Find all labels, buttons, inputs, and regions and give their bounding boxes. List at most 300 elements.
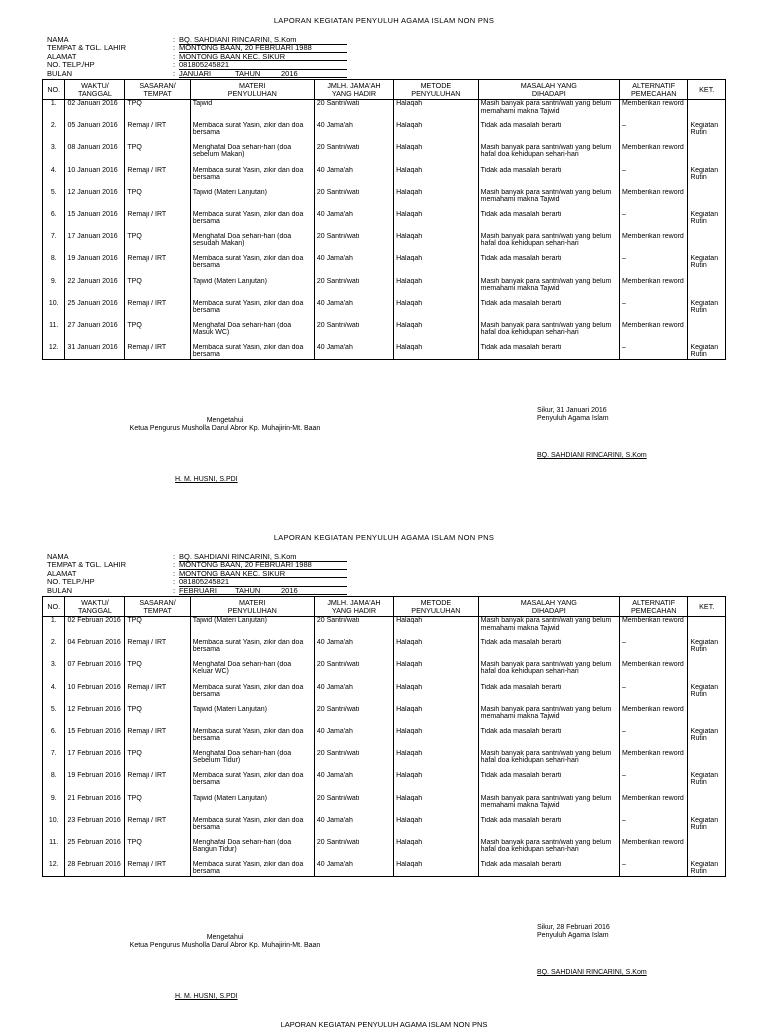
cell-alternatif: Memberikan reword <box>619 278 688 300</box>
bulan-year: 2016 <box>281 585 298 595</box>
cell-jumlah: 40 Jama'ah <box>314 861 393 877</box>
cell-masalah: Masih banyak para santri/wati yang belum hafal doa kehidupan sehari-hari <box>478 322 619 344</box>
cell-tanggal: 31 Januari 2016 <box>65 344 125 360</box>
reporter-block <box>537 407 609 424</box>
cell-ket <box>688 706 726 728</box>
cell-tanggal: 10 Januari 2016 <box>65 167 125 189</box>
table-row <box>43 278 726 300</box>
reporter-block <box>537 924 610 941</box>
column-header: WAKTU/ TANGGAL <box>65 597 125 617</box>
cell-tanggal: 15 Januari 2016 <box>65 211 125 233</box>
column-header: WAKTU/ TANGGAL <box>65 80 125 100</box>
next-report-title: LAPORAN KEGIATAN PENYULUH AGAMA ISLAM NON PNS <box>280 1020 488 1029</box>
cell-tanggal: 19 Januari 2016 <box>65 255 125 278</box>
table-row <box>43 233 726 255</box>
cell-ket <box>688 795 726 817</box>
identity-label: TEMPAT & TGL. LAHIR <box>47 43 127 53</box>
cell-materi: Membaca surat Yasin, zikir dan doa bersama <box>190 861 314 877</box>
cell-tanggal: 23 Februari 2016 <box>65 817 125 839</box>
cell-no: 4. <box>43 684 65 706</box>
cell-masalah: Masih banyak para santri/wati yang belum hafal doa kehidupan sehari-hari <box>478 750 619 772</box>
cell-materi: Tajwid (Materi Lanjutan) <box>190 795 314 817</box>
table-row <box>43 344 726 360</box>
cell-masalah: Tidak ada masalah berarti <box>478 167 619 189</box>
colon: : <box>173 35 176 44</box>
cell-metode: Halaqah <box>394 211 479 233</box>
cell-alternatif: – <box>619 167 688 189</box>
column-header: JMLH. JAMA'AH YANG HADIR <box>314 80 393 100</box>
cell-metode: Halaqah <box>394 684 479 706</box>
cell-sasaran: TPQ <box>125 839 190 861</box>
cell-no: 11. <box>43 839 65 861</box>
identity-value: BQ. SAHDIANI RINCARINI, S.Kom <box>179 553 347 562</box>
cell-alternatif: – <box>619 772 688 795</box>
cell-metode: Halaqah <box>394 750 479 772</box>
column-header: METODE PENYULUHAN <box>394 80 479 100</box>
column-header: NO. <box>43 597 65 617</box>
cell-materi: Membaca surat Yasin, zikir dan doa bersama <box>190 728 314 750</box>
cell-tanggal: 28 Februari 2016 <box>65 861 125 877</box>
cell-materi: Tajwid (Materi Lanjutan) <box>190 278 314 300</box>
cell-ket <box>688 189 726 211</box>
column-header: ALTERNATIF PEMECAHAN <box>619 597 688 617</box>
cell-sasaran: Remaji / IRT <box>125 684 190 706</box>
cell-materi: Menghafal Doa sehari-hari (doa sebelum Makan) <box>190 144 314 167</box>
bulan-value <box>179 70 347 79</box>
cell-sasaran: Remaji / IRT <box>125 300 190 322</box>
reporter-name: BQ. SAHDIANI RINCARINI, S.Kom <box>537 452 647 459</box>
cell-masalah: Masih banyak para santri/wati yang belum memahami makna Tajwid <box>478 100 619 122</box>
cell-ket <box>688 750 726 772</box>
cell-ket <box>688 233 726 255</box>
cell-no: 8. <box>43 255 65 278</box>
cell-masalah: Masih banyak para santri/wati yang belum hafal doa kehidupan sehari-hari <box>478 233 619 255</box>
cell-materi: Membaca surat Yasin, zikir dan doa bersama <box>190 211 314 233</box>
cell-sasaran: Remaji / IRT <box>125 772 190 795</box>
table-row <box>43 300 726 322</box>
cell-alternatif: Memberikan reword <box>619 617 688 639</box>
cell-masalah: Tidak ada masalah berarti <box>478 684 619 706</box>
table-row <box>43 861 726 877</box>
cell-ket: Kegiatan Rutin <box>688 300 726 322</box>
cell-no: 1. <box>43 617 65 639</box>
cell-no: 10. <box>43 817 65 839</box>
approval-block <box>100 934 350 951</box>
cell-ket: Kegiatan Rutin <box>688 344 726 360</box>
cell-sasaran: TPQ <box>125 100 190 122</box>
cell-ket <box>688 839 726 861</box>
cell-tanggal: 12 Januari 2016 <box>65 189 125 211</box>
cell-materi: Membaca surat Yasin, zikir dan doa bersama <box>190 300 314 322</box>
table-row <box>43 661 726 684</box>
cell-masalah: Masih banyak para santri/wati yang belum hafal doa kehidupan sehari-hari <box>478 839 619 861</box>
table-row <box>43 750 726 772</box>
cell-jumlah: 40 Jama'ah <box>314 122 393 144</box>
cell-materi: Membaca surat Yasin, zikir dan doa bersama <box>190 167 314 189</box>
cell-metode: Halaqah <box>394 639 479 661</box>
cell-alternatif: – <box>619 861 688 877</box>
column-header: MASALAH YANG DIHADAPI <box>478 597 619 617</box>
cell-materi: Menghafal Doa sehari-hari (doa Keluar WC) <box>190 661 314 684</box>
cell-sasaran: TPQ <box>125 617 190 639</box>
cell-jumlah: 20 Santri/wati <box>314 100 393 122</box>
approval-block <box>100 417 350 434</box>
cell-materi: Membaca surat Yasin, zikir dan doa bersama <box>190 817 314 839</box>
cell-jumlah: 40 Jama'ah <box>314 728 393 750</box>
cell-alternatif: Memberikan reword <box>619 189 688 211</box>
bulan-tahun-label: TAHUN <box>235 68 261 78</box>
cell-jumlah: 40 Jama'ah <box>314 255 393 278</box>
cell-masalah: Masih banyak para santri/wati yang belum memahami makna Tajwid <box>478 278 619 300</box>
identity-value: MONTONG BAAN, 20 FEBRUARI 1988 <box>179 44 347 53</box>
cell-masalah: Masih banyak para santri/wati yang belum memahami makna Tajwid <box>478 795 619 817</box>
column-header: KET. <box>688 597 726 617</box>
cell-ket: Kegiatan Rutin <box>688 167 726 189</box>
column-header: METODE PENYULUHAN <box>394 597 479 617</box>
colon: : <box>173 552 176 561</box>
cell-no: 5. <box>43 189 65 211</box>
cell-ket <box>688 322 726 344</box>
cell-sasaran: TPQ <box>125 795 190 817</box>
cell-materi: Tajwid <box>190 100 314 122</box>
cell-tanggal: 17 Januari 2016 <box>65 233 125 255</box>
identity-label: ALAMAT <box>47 568 77 578</box>
cell-tanggal: 15 Februari 2016 <box>65 728 125 750</box>
approval-line1: Mengetahui <box>206 417 244 424</box>
cell-jumlah: 20 Santri/wati <box>314 795 393 817</box>
cell-masalah: Masih banyak para santri/wati yang belum hafal doa kehidupan sehari-hari <box>478 144 619 167</box>
cell-ket <box>688 100 726 122</box>
cell-materi: Menghafal Doa sehari-hari (doa Bangun Tidur) <box>190 839 314 861</box>
table-row <box>43 706 726 728</box>
cell-masalah: Tidak ada masalah berarti <box>478 639 619 661</box>
cell-sasaran: Remaji / IRT <box>125 122 190 144</box>
bulan-tahun-label: TAHUN <box>235 585 261 595</box>
cell-sasaran: Remaji / IRT <box>125 211 190 233</box>
cell-jumlah: 40 Jama'ah <box>314 167 393 189</box>
cell-metode: Halaqah <box>394 233 479 255</box>
cell-no: 9. <box>43 278 65 300</box>
cell-ket <box>688 278 726 300</box>
cell-jumlah: 20 Santri/wati <box>314 750 393 772</box>
cell-alternatif: – <box>619 211 688 233</box>
cell-jumlah: 40 Jama'ah <box>314 344 393 360</box>
cell-jumlah: 40 Jama'ah <box>314 639 393 661</box>
cell-sasaran: TPQ <box>125 233 190 255</box>
table-header-row <box>43 597 726 617</box>
cell-masalah: Masih banyak para santri/wati yang belum memahami makna Tajwid <box>478 617 619 639</box>
cell-no: 6. <box>43 211 65 233</box>
table-row <box>43 728 726 750</box>
cell-materi: Membaca surat Yasin, zikir dan doa bersama <box>190 772 314 795</box>
cell-ket: Kegiatan Rutin <box>688 728 726 750</box>
activity-table <box>42 79 726 360</box>
colon: : <box>173 577 176 587</box>
cell-jumlah: 40 Jama'ah <box>314 300 393 322</box>
cell-no: 12. <box>43 344 65 360</box>
cell-tanggal: 08 Januari 2016 <box>65 144 125 167</box>
table-row <box>43 189 726 211</box>
cell-materi: Membaca surat Yasin, zikir dan doa bersama <box>190 639 314 661</box>
reporter-name: BQ. SAHDIANI RINCARINI, S.Kom <box>537 969 647 976</box>
cell-materi: Menghafal Doa sehari-hari (doa sesudah Makan) <box>190 233 314 255</box>
cell-materi: Tajwid (Materi Lanjutan) <box>190 617 314 639</box>
cell-tanggal: 22 Januari 2016 <box>65 278 125 300</box>
bulan-value <box>179 587 347 596</box>
cell-tanggal: 04 Februari 2016 <box>65 639 125 661</box>
table-row <box>43 772 726 795</box>
identity-value: MONTONG BAAN, 20 FEBRUARI 1988 <box>179 561 347 570</box>
cell-masalah: Masih banyak para santri/wati yang belum hafal doa kehidupan sehari-hari <box>478 661 619 684</box>
cell-ket: Kegiatan Rutin <box>688 211 726 233</box>
cell-alternatif: – <box>619 344 688 360</box>
table-row <box>43 100 726 122</box>
cell-sasaran: Remaji / IRT <box>125 817 190 839</box>
cell-alternatif: – <box>619 122 688 144</box>
cell-metode: Halaqah <box>394 189 479 211</box>
cell-alternatif: – <box>619 300 688 322</box>
cell-tanggal: 25 Januari 2016 <box>65 300 125 322</box>
identity-value: MONTONG BAAN KEC. SIKUR <box>179 570 347 579</box>
table-row <box>43 167 726 189</box>
cell-tanggal: 02 Januari 2016 <box>65 100 125 122</box>
activity-table <box>42 596 726 877</box>
identity-label: NO. TELP./HP <box>47 577 95 587</box>
cell-tanggal: 02 Februari 2016 <box>65 617 125 639</box>
identity-value: MONTONG BAAN KEC. SIKUR <box>179 53 347 62</box>
identity-value: 081805245821 <box>179 578 347 587</box>
cell-alternatif: Memberikan reword <box>619 839 688 861</box>
cell-ket: Kegiatan Rutin <box>688 684 726 706</box>
cell-masalah: Tidak ada masalah berarti <box>478 861 619 877</box>
cell-masalah: Tidak ada masalah berarti <box>478 300 619 322</box>
column-header: JMLH. JAMA'AH YANG HADIR <box>314 597 393 617</box>
cell-alternatif: Memberikan reword <box>619 100 688 122</box>
cell-sasaran: Remaji / IRT <box>125 167 190 189</box>
table-row <box>43 144 726 167</box>
cell-ket <box>688 617 726 639</box>
bulan-month: JANUARI <box>179 68 212 78</box>
cell-no: 9. <box>43 795 65 817</box>
cell-alternatif: – <box>619 817 688 839</box>
cell-no: 7. <box>43 750 65 772</box>
cell-masalah: Masih banyak para santri/wati yang belum memahami makna Tajwid <box>478 189 619 211</box>
column-header: SASARAN/ TEMPAT <box>125 597 190 617</box>
column-header: ALTERNATIF PEMECAHAN <box>619 80 688 100</box>
cell-jumlah: 20 Santri/wati <box>314 322 393 344</box>
cell-metode: Halaqah <box>394 100 479 122</box>
table-row <box>43 817 726 839</box>
cell-tanggal: 19 Februari 2016 <box>65 772 125 795</box>
cell-jumlah: 20 Santri/wati <box>314 278 393 300</box>
cell-metode: Halaqah <box>394 706 479 728</box>
cell-jumlah: 40 Jama'ah <box>314 817 393 839</box>
identity-block <box>47 36 347 78</box>
table-row <box>43 617 726 639</box>
cell-no: 3. <box>43 661 65 684</box>
cell-alternatif: Memberikan reword <box>619 144 688 167</box>
cell-ket: Kegiatan Rutin <box>688 861 726 877</box>
cell-metode: Halaqah <box>394 144 479 167</box>
column-header: SASARAN/ TEMPAT <box>125 80 190 100</box>
column-header: MATERI PENYULUHAN <box>190 80 314 100</box>
cell-ket: Kegiatan Rutin <box>688 639 726 661</box>
table-row <box>43 322 726 344</box>
cell-masalah: Masih banyak para santri/wati yang belum memahami makna Tajwid <box>478 706 619 728</box>
table-header-row <box>43 80 726 100</box>
colon: : <box>173 60 176 70</box>
cell-no: 12. <box>43 861 65 877</box>
colon: : <box>173 68 176 78</box>
table-row <box>43 255 726 278</box>
cell-jumlah: 20 Santri/wati <box>314 189 393 211</box>
cell-alternatif: Memberikan reword <box>619 706 688 728</box>
cell-metode: Halaqah <box>394 344 479 360</box>
cell-masalah: Tidak ada masalah berarti <box>478 772 619 795</box>
cell-no: 2. <box>43 122 65 144</box>
cell-sasaran: Remaji / IRT <box>125 639 190 661</box>
table-row <box>43 795 726 817</box>
cell-ket: Kegiatan Rutin <box>688 122 726 144</box>
table-row <box>43 122 726 144</box>
cell-alternatif: – <box>619 728 688 750</box>
cell-metode: Halaqah <box>394 122 479 144</box>
identity-label: TEMPAT & TGL. LAHIR <box>47 560 127 570</box>
cell-jumlah: 20 Santri/wati <box>314 839 393 861</box>
cell-metode: Halaqah <box>394 300 479 322</box>
cell-sasaran: TPQ <box>125 661 190 684</box>
cell-no: 11. <box>43 322 65 344</box>
cell-masalah: Tidak ada masalah berarti <box>478 255 619 278</box>
cell-tanggal: 27 Januari 2016 <box>65 322 125 344</box>
cell-no: 4. <box>43 167 65 189</box>
bulan-month: FEBRUARI <box>179 585 217 595</box>
cell-tanggal: 05 Januari 2016 <box>65 122 125 144</box>
identity-label: NO. TELP./HP <box>47 60 95 70</box>
table-row <box>43 211 726 233</box>
cell-materi: Menghafal Doa sehari-hari (doa Masuk WC) <box>190 322 314 344</box>
cell-alternatif: – <box>619 684 688 706</box>
cell-metode: Halaqah <box>394 817 479 839</box>
approval-line2: Ketua Pengurus Musholla Darul Abror Kp. Muhajirin-Mt. Baan <box>129 425 321 433</box>
cell-jumlah: 40 Jama'ah <box>314 772 393 795</box>
cell-masalah: Tidak ada masalah berarti <box>478 122 619 144</box>
cell-sasaran: TPQ <box>125 750 190 772</box>
column-header: MATERI PENYULUHAN <box>190 597 314 617</box>
cell-materi: Menghafal Doa sehari-hari (doa Sebelum Tidur) <box>190 750 314 772</box>
cell-metode: Halaqah <box>394 255 479 278</box>
cell-tanggal: 12 Februari 2016 <box>65 706 125 728</box>
cell-alternatif: – <box>619 255 688 278</box>
cell-sasaran: Remaji / IRT <box>125 344 190 360</box>
cell-materi: Tajwid (Materi Lanjutan) <box>190 706 314 728</box>
colon: : <box>173 560 176 570</box>
report-1 <box>0 16 768 498</box>
cell-sasaran: Remaji / IRT <box>125 861 190 877</box>
cell-alternatif: Memberikan reword <box>619 233 688 255</box>
bulan-year: 2016 <box>281 68 298 78</box>
cell-alternatif: Memberikan reword <box>619 661 688 684</box>
colon: : <box>173 568 176 578</box>
approver-name: H. M. HUSNI, S.PDI <box>175 476 238 483</box>
table-row <box>43 639 726 661</box>
cell-no: 3. <box>43 144 65 167</box>
approval-line1: Mengetahui <box>206 934 244 941</box>
cell-ket: Kegiatan Rutin <box>688 772 726 795</box>
identity-label: NAMA <box>47 35 69 44</box>
cell-materi: Membaca surat Yasin, zikir dan doa bersama <box>190 122 314 144</box>
cell-materi: Membaca surat Yasin, zikir dan doa bersama <box>190 344 314 360</box>
colon: : <box>173 43 176 53</box>
cell-masalah: Tidak ada masalah berarti <box>478 344 619 360</box>
cell-tanggal: 17 Februari 2016 <box>65 750 125 772</box>
reporter-role: Penyuluh Agama Islam <box>537 932 609 940</box>
cell-sasaran: TPQ <box>125 278 190 300</box>
cell-tanggal: 07 Februari 2016 <box>65 661 125 684</box>
cell-jumlah: 20 Santri/wati <box>314 617 393 639</box>
cell-masalah: Tidak ada masalah berarti <box>478 211 619 233</box>
column-header: MASALAH YANG DIHADAPI <box>478 80 619 100</box>
cell-ket: Kegiatan Rutin <box>688 817 726 839</box>
reporter-role: Penyuluh Agama Islam <box>537 415 609 423</box>
cell-no: 2. <box>43 639 65 661</box>
cell-metode: Halaqah <box>394 617 479 639</box>
colon: : <box>173 51 176 61</box>
cell-ket: Kegiatan Rutin <box>688 255 726 278</box>
cell-jumlah: 20 Santri/wati <box>314 144 393 167</box>
table-row <box>43 839 726 861</box>
place-date: Sikur, 31 Januari 2016 <box>537 407 607 414</box>
cell-no: 1. <box>43 100 65 122</box>
cell-alternatif: Memberikan reword <box>619 795 688 817</box>
cell-metode: Halaqah <box>394 322 479 344</box>
cell-jumlah: 20 Santri/wati <box>314 233 393 255</box>
cell-sasaran: TPQ <box>125 189 190 211</box>
bulan-label: BULAN <box>47 68 73 78</box>
approver-name: H. M. HUSNI, S.PDI <box>175 993 238 1000</box>
cell-metode: Halaqah <box>394 728 479 750</box>
report-title: LAPORAN KEGIATAN PENYULUH AGAMA ISLAM NON PNS <box>273 16 495 25</box>
cell-no: 5. <box>43 706 65 728</box>
cell-jumlah: 40 Jama'ah <box>314 684 393 706</box>
cell-masalah: Tidak ada masalah berarti <box>478 728 619 750</box>
cell-materi: Tajwid (Materi Lanjutan) <box>190 189 314 211</box>
cell-jumlah: 20 Santri/wati <box>314 706 393 728</box>
cell-jumlah: 40 Jama'ah <box>314 211 393 233</box>
bulan-row <box>47 70 347 78</box>
cell-sasaran: TPQ <box>125 144 190 167</box>
cell-alternatif: Memberikan reword <box>619 322 688 344</box>
cell-metode: Halaqah <box>394 839 479 861</box>
cell-sasaran: Remaji / IRT <box>125 728 190 750</box>
cell-masalah: Tidak ada masalah berarti <box>478 817 619 839</box>
place-date: Sikur, 28 Februari 2016 <box>537 924 610 931</box>
cell-no: 6. <box>43 728 65 750</box>
report-2 <box>0 533 768 1015</box>
cell-metode: Halaqah <box>394 861 479 877</box>
cell-sasaran: TPQ <box>125 322 190 344</box>
cell-metode: Halaqah <box>394 772 479 795</box>
cell-tanggal: 10 Februari 2016 <box>65 684 125 706</box>
cell-metode: Halaqah <box>394 167 479 189</box>
identity-block <box>47 553 347 595</box>
cell-jumlah: 20 Santri/wati <box>314 661 393 684</box>
cell-no: 7. <box>43 233 65 255</box>
cell-metode: Halaqah <box>394 795 479 817</box>
cell-alternatif: Memberikan reword <box>619 750 688 772</box>
cell-metode: Halaqah <box>394 278 479 300</box>
cell-tanggal: 25 Februari 2016 <box>65 839 125 861</box>
